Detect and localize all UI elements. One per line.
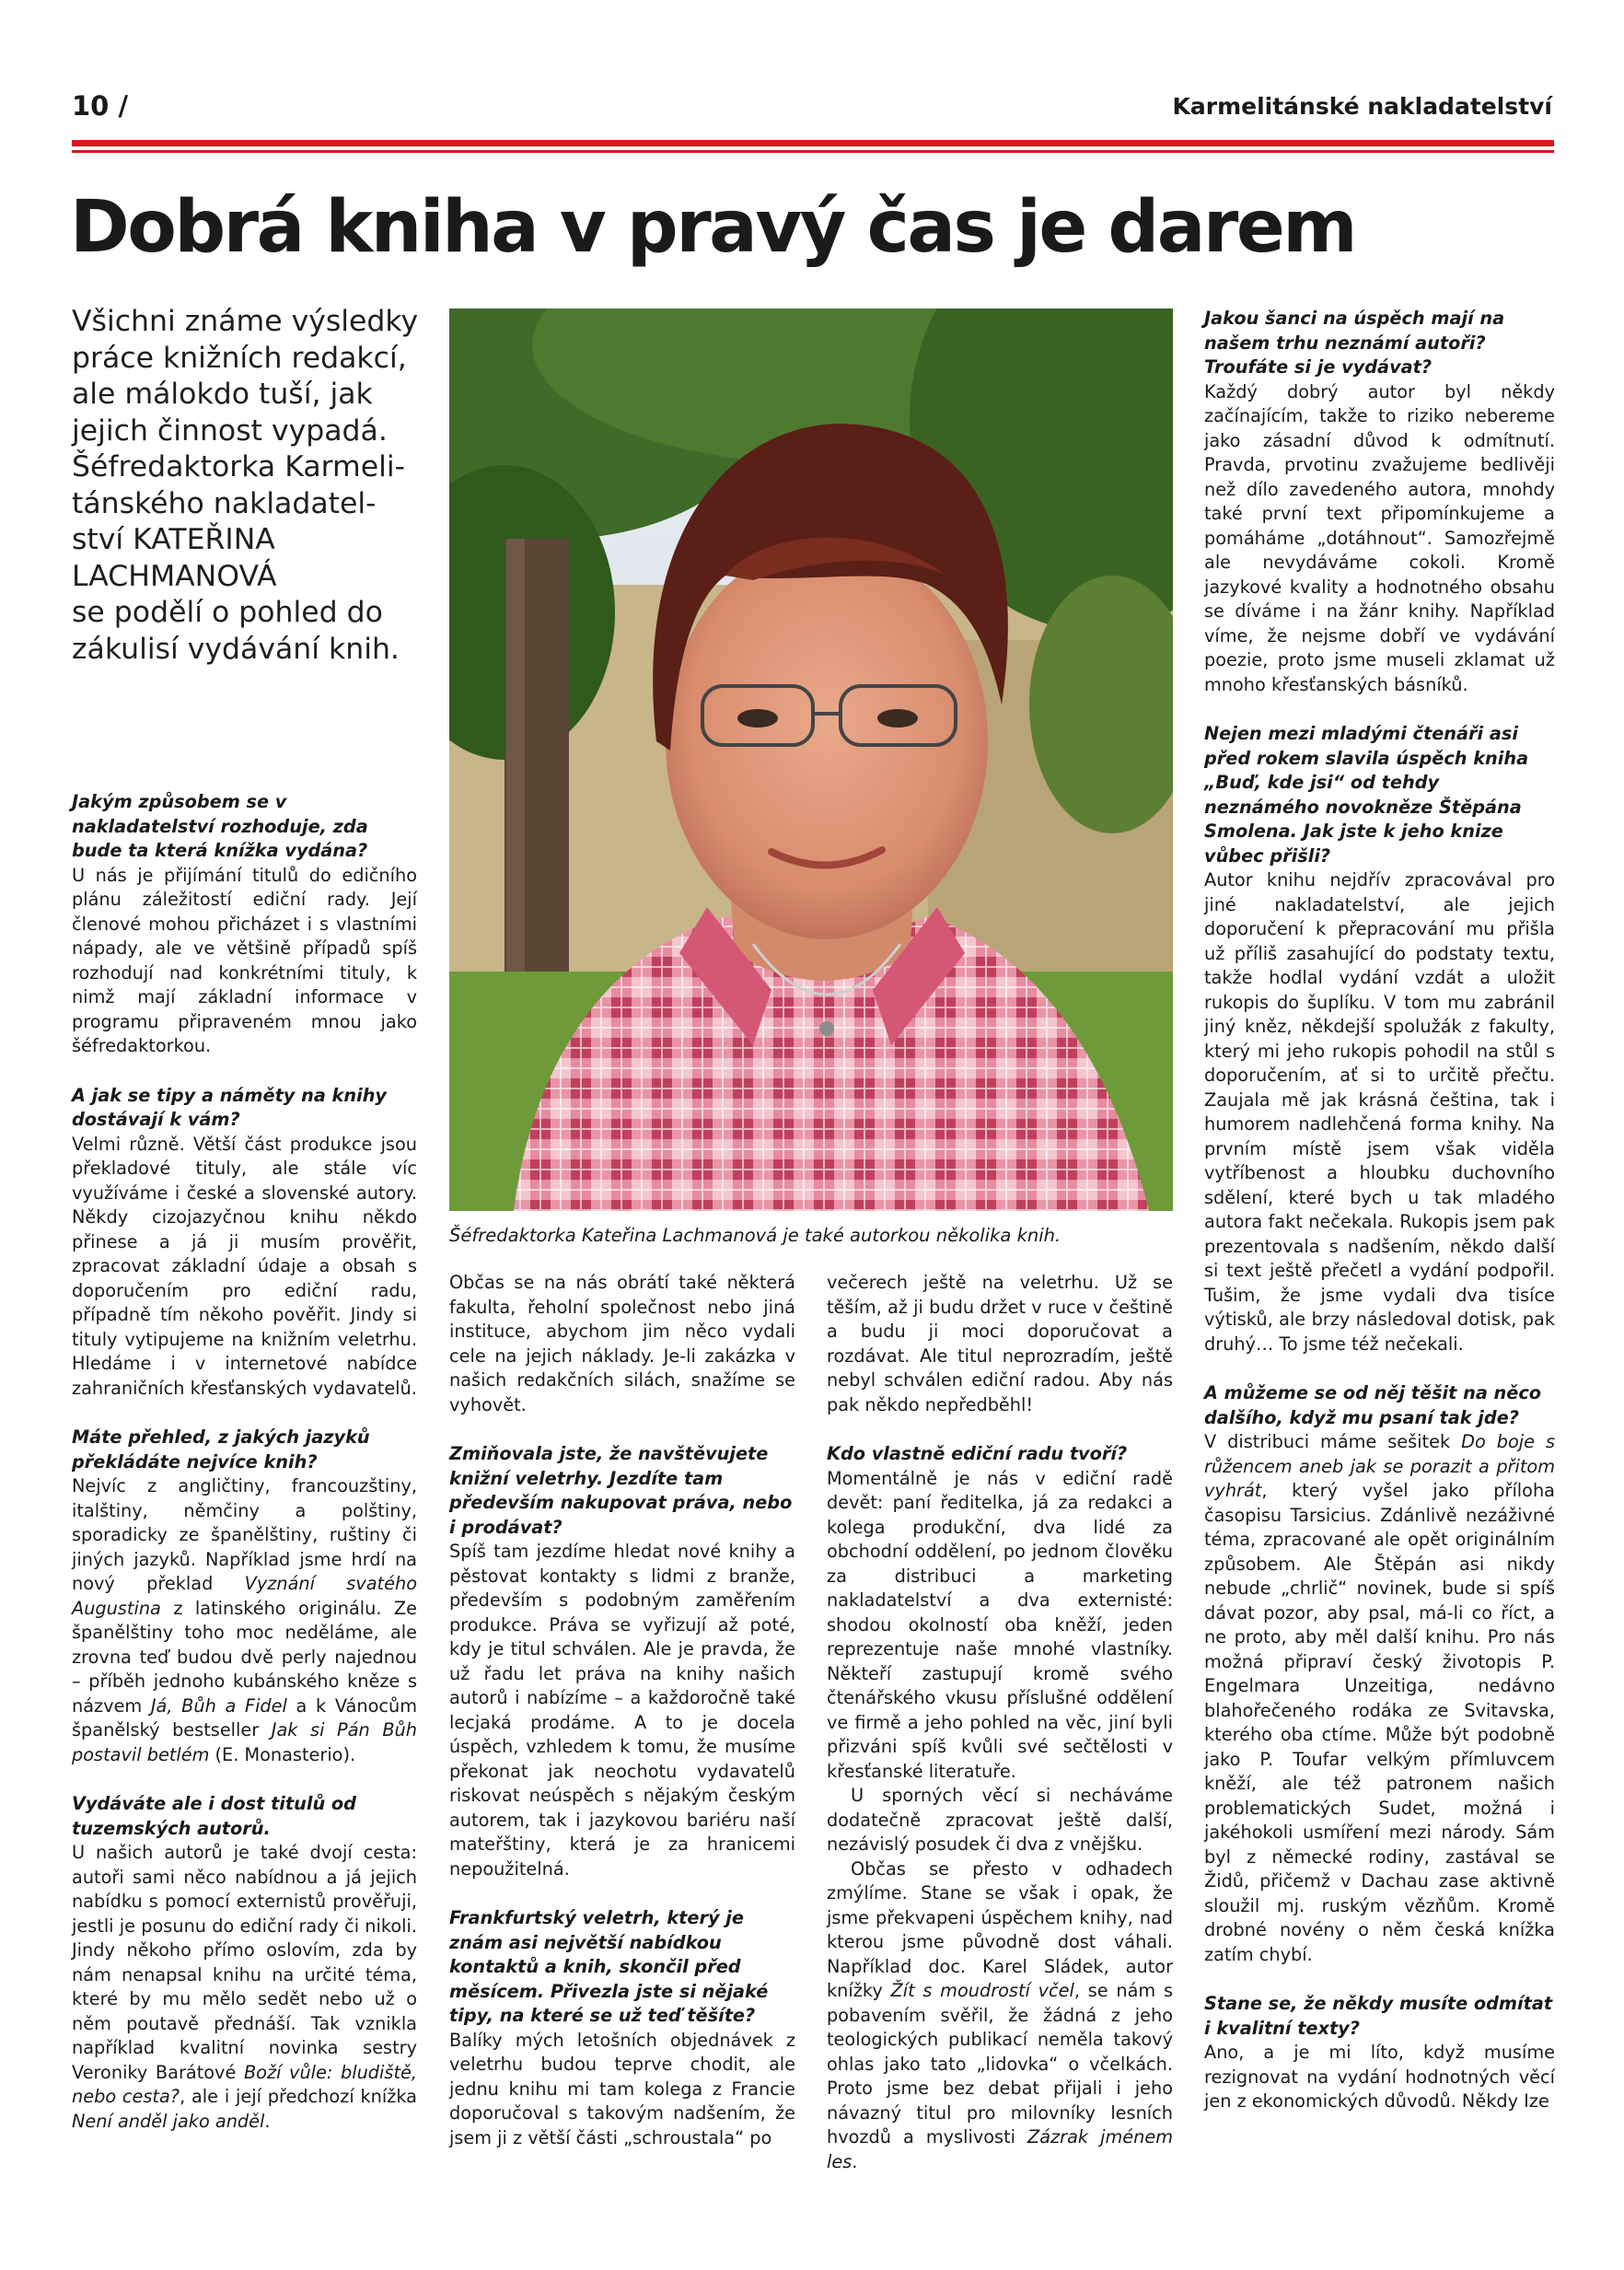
interview-question: Nejen mezi mladými čtenáři asi před rokem slavila úspěch kniha „Buď, kde jsi“ od tehdy neznámého novokněze Štěpána Smolena. Jak jste k jeho knize vůbec přišli? [1204, 723, 1529, 867]
interview-answer: , ale i její předchozí knížka [180, 2086, 417, 2107]
book-title: Není anděl jako anděl [72, 2110, 265, 2132]
book-title: Boží vůle: bludiště, nebo cesta? [72, 2061, 417, 2107]
interview-answer: Balíky mých letošních objednávek z veletrhu budou teprve chodit, ale jednu knihu mi tam kolega z Francie doporučoval s takovým nadšením, že jsem ji z větší části „schroustala“ po [449, 2029, 795, 2148]
interview-question: Jakým způsobem se v nakladatelství rozhoduje, zda bude ta která knížka vydána? [72, 791, 368, 861]
interview-question: Kdo vlastně ediční radu tvoří? [827, 1443, 1128, 1464]
interview-question: A jak se tipy a náměty na knihy dostávají k vám? [72, 1084, 387, 1130]
interview-question: Frankfurtský veletrh, který je znám asi největší nabídkou kontaktů a knih, skončil před měsícem. Přivezla jste si nějaké tipy, na které se už teď těšíte? [449, 1907, 769, 2026]
interview-question: Zmiňovala jste, že navštěvujete knižní veletrhy. Jezdíte tam především nakupovat práva, nebo i prodávat? [449, 1443, 793, 1538]
lead-line: zákulisí vydávání knih. [72, 632, 400, 666]
header-rule-thin [72, 150, 1554, 153]
article-column-3 [827, 1271, 1173, 2174]
lead-line: tánského nakladatel- [72, 486, 377, 520]
interview-answer: , který vyšel jako příloha časopisu Tarsicius. Zdánlivě nezáživné téma, zpracované ale opět originálním způsobem. Ale Štěpán asi nikdy nebude „chrlič“ novinek, bude si spíš dávat pozor, aby psal, má-li co říct, a ne proto, aby měl další knihu. Pro nás možná připraví český životopis P. Engelmara Unzeitiga, nedávno blahořečeného rodáka ze Svitavska, kterého oba ctíme. Může být podobně jako P. Toufar velkým přímluvcem kněží, ale též patronem našich problematických Sudet, možná i jakéhokoli usmíření mezi národy. Sám byl z německé rodiny, zastával se Židů, přičemž v Dachau zase aktivně sloužil mj. ruským vězňům. Kromě drobné novény o něm česká knížka zatím chybí. [1204, 1480, 1555, 1965]
book-title: Do boje s růžencem aneb jak se porazit a přitom vyhrát [1204, 1431, 1556, 1501]
article-title: Dobrá kniha v pravý čas je darem [70, 186, 1356, 269]
interview-answer: Spíš tam jezdíme hledat nové knihy a pěstovat kontakty s lidmi z branže, především s podobným zaměřením produkce. Práva se vyřizují až poté, kdy je titul schválen. Ale je pravda, že už řadu let práva na knihy našich autorů i nabízíme – a každoročně také lecjaká prodáme. A to je docela úspěch, vzhledem k tomu, že musíme překonat jak neochotu vydavatelů riskovat neúspěch s nějakým českým autorem, tak i jazykovou bariéru naší mateřštiny, která je za hranicemi nepoužitelná. [449, 1541, 795, 1880]
interview-answer: . [264, 2110, 271, 2132]
lead-line: práce knižních redakcí, [72, 341, 407, 375]
book-title: Jak si Pán Bůh postavil betlém [72, 1719, 417, 1765]
lead-line: Šéfredaktorka Karmeli- [72, 450, 405, 483]
interview-answer: Momentálně je nás v ediční radě devět: paní ředitelka, já za redakci a kolega produkční, dva lidé za obchodní oddělení, po jednom člověku za distribuci a marketing nakladatelství a dva externisté: shodou okolností oba kněží, jeden reprezentuje naše mnohé vlastníky. Někteří zastupují kromě svého čtenářského vkusu příslušné oddělení ve firmě a jeho pohled na věc, jiní byli přizváni spíš kvůli své sečtělosti v křesťanské literatuře. [827, 1467, 1173, 1782]
interview-answer: U sporných věcí si necháváme dodatečně zpracovat ještě další, nezávislý posudek či dva z vnějšku. [827, 1785, 1173, 1855]
interview-answer: Ano, a je mi líto, když musíme rezignovat na vydání hodnotných věcí jen z ekonomických důvodů. Někdy Ize [1204, 2042, 1555, 2112]
lead-line: ale málokdo tuší, jak [72, 378, 373, 411]
interview-answer: Velmi různě. Větší část produkce jsou překladové tituly, ale stále víc využíváme i české a slovenské autory. Někdy cizojazyčnou knihu někdo přinese a já ji musím prověřit, zpracovat základní údaje a obsah s doporučením pro ediční radu, případně tím někoho pověřit. Jindy si tituly vytipujeme na knižním veletrhu. Hledáme i v internetové nabídce zahraničních křesťanských vydavatelů. [72, 1133, 417, 1399]
lead-line: se podělí o pohled do [72, 596, 383, 629]
portrait-photo [449, 308, 1173, 1211]
interview-answer: z latinského originálu. Ze španělštiny toho moc neděláme, ale zrovna teď budou dvě perly najednou – příběh jednoho kubánského kněze s názvem [72, 1597, 417, 1717]
article-column-4 [1204, 307, 1555, 2139]
interview-answer: U nás je přijímání titulů do edičního plánu záležitostí ediční rady. Její členové mohou přicházet i s vlastními nápady, ale ve většině případů spíš rozhodují nad konkrétními tituly, k nimž mají základní informace v programu připraveném mnou jako šéfredaktorkou. [72, 864, 417, 1056]
interview-answer: U našich autorů je také dvojí cesta: autoři sami něco nabídnou a já jejich nabídku s pomocí externistů prověřuji, jestli je posunu do ediční rady či nikoli. Jindy někoho přímo oslovím, zda by nám nenapsal knihu na určité téma, které by mu mělo sedět nebo už o něm poutavě přednáší. Tak vznikla například kvalitní novinka sestry Veroniky Barátové [72, 1842, 417, 2083]
interview-answer: Občas se na nás obrátí také některá fakulta, řeholní společnost nebo jiná instituce, abychom jim něco vydali cele na jejich náklady. Je-li zakázka v našich redakčních silách, snažíme se vyhovět. [449, 1272, 795, 1415]
lead-line: LACHMANOVÁ [72, 559, 277, 593]
interview-answer: večerech ještě na veletrhu. Už se těším, až ji budu držet v ruce v češtině a budu ji moci doporučovat a rozdávat. Ale titul neprozradím, ještě nebyl schválen ediční radou. Aby nás pak někdo nepředběhl! [827, 1272, 1173, 1415]
header-rule [72, 140, 1554, 146]
lead-line: jejich činnost vypadá. [72, 413, 388, 448]
interview-question: Máte přehled, z jakých jazyků překládáte nejvíce knih? [72, 1426, 370, 1473]
article-column-1 [72, 790, 417, 2159]
book-title: Já, Bůh a Fidel [150, 1694, 287, 1717]
photo-caption: Šéfredaktorka Kateřina Lachmanová je také autorkou několika knih. [449, 1225, 1061, 1246]
interview-question: A můžeme se od něj těšit na něco dalšího, když mu psaní tak jde? [1204, 1382, 1542, 1428]
page-number: 10 / [72, 90, 129, 122]
interview-answer: , se nám s pobavením svěřil, že žádná z jeho teologických publikací neměla takový ohlas jako tato „lidovka“ o včelkách. Proto jsme bez debat přijali i jeho návazný titul pro milovníky lesních hvozdů a myslivosti [827, 1980, 1173, 2148]
book-title: Vyznání svatého Augustina [72, 1573, 417, 1619]
article-column-2 [449, 1271, 795, 2175]
interview-answer: Každý dobrý autor byl někdy začínajícím, takže to riziko nebereme jako zásadní důvod k odmítnutí. Pravda, prvotinu zvažujeme bedlivěji než dílo zavedeného autora, mnohdy také první text připomínkujeme a pomáháme „dotáhnout“. Samozřejmě ale nevydáváme cokoli. Kromě jazykové kvality a hodnotného obsahu se díváme i na žánr knihy. Například víme, že nejsme dobří ve vydávání poezie, proto jsme museli zklamat už mnoho křesťanských básníků. [1204, 380, 1555, 695]
interview-answer: Občas se přesto v odhadech zmýlíme. Stane se však i opak, že jsme překvapeni úspěchem knihy, nad kterou jsme původně dost váhali. Například doc. Karel Sládek, autor knížky [827, 1857, 1173, 2001]
interview-answer: (E. Monasterio). [209, 1743, 356, 1765]
interview-answer: a k Vánocům španělský bestseller [72, 1694, 417, 1740]
lead-line: ství KATEŘINA [72, 523, 275, 556]
interview-question: Jakou šanci na úspěch mají na našem trhu neznámí autoři? Troufáte si je vydávat? [1204, 308, 1505, 378]
interview-answer: . [852, 2150, 858, 2172]
article-lead [72, 304, 440, 668]
interview-question: Vydáváte ale i dost titulů od tuzemských autorů. [72, 1793, 356, 1839]
publisher-name: Karmelitánské nakladatelství [1172, 93, 1552, 120]
interview-answer: Autor knihu nejdřív zpracovával pro jiné nakladatelství, ale jejich doporučení k přepracování mu přišla už příliš zasahující do podstaty textu, takže hodlal vydání vzdát a uložit rukopis do šuplíku. V tom mu zabránil jiný kněz, někdejší spolužák z fakulty, který mi jeho rukopis pohodil na stůl s doporučením, ať si to určitě přečtu. Zaujala mě jak krásná čeština, tak i humorem nadlehčená forma knihy. Na prvním místě jsem však viděla vytříbenost a hloubku duchovního sdělení, které bych u tak mladého autora fakt nečekala. Rukopis jsem pak prezentovala s nadšením, někdo další si text ještě přečetl a vydání podpořil. Tušim, že jsme vydali dva tisíce výtisků, ale brzy následoval dotisk, pak druhý… To jsme též nečekali. [1204, 869, 1555, 1355]
interview-question: Stane se, že někdy musíte odmítat i kvalitní texty? [1204, 1993, 1553, 2039]
interview-answer: Nejvíc z angličtiny, francouzštiny, italštiny, němčiny a polštiny, sporadicky ze španělštiny, ruštiny či jiných jazyků. Například jsme hrdí na nový překlad [72, 1475, 417, 1594]
interview-answer: V distribuci máme sešitek [1204, 1431, 1462, 1452]
lead-line: Všichni známe výsledky [72, 305, 419, 338]
book-title: Zázrak jménem les [827, 2126, 1173, 2172]
book-title: Žít s moudrostí včel [890, 1980, 1074, 2001]
